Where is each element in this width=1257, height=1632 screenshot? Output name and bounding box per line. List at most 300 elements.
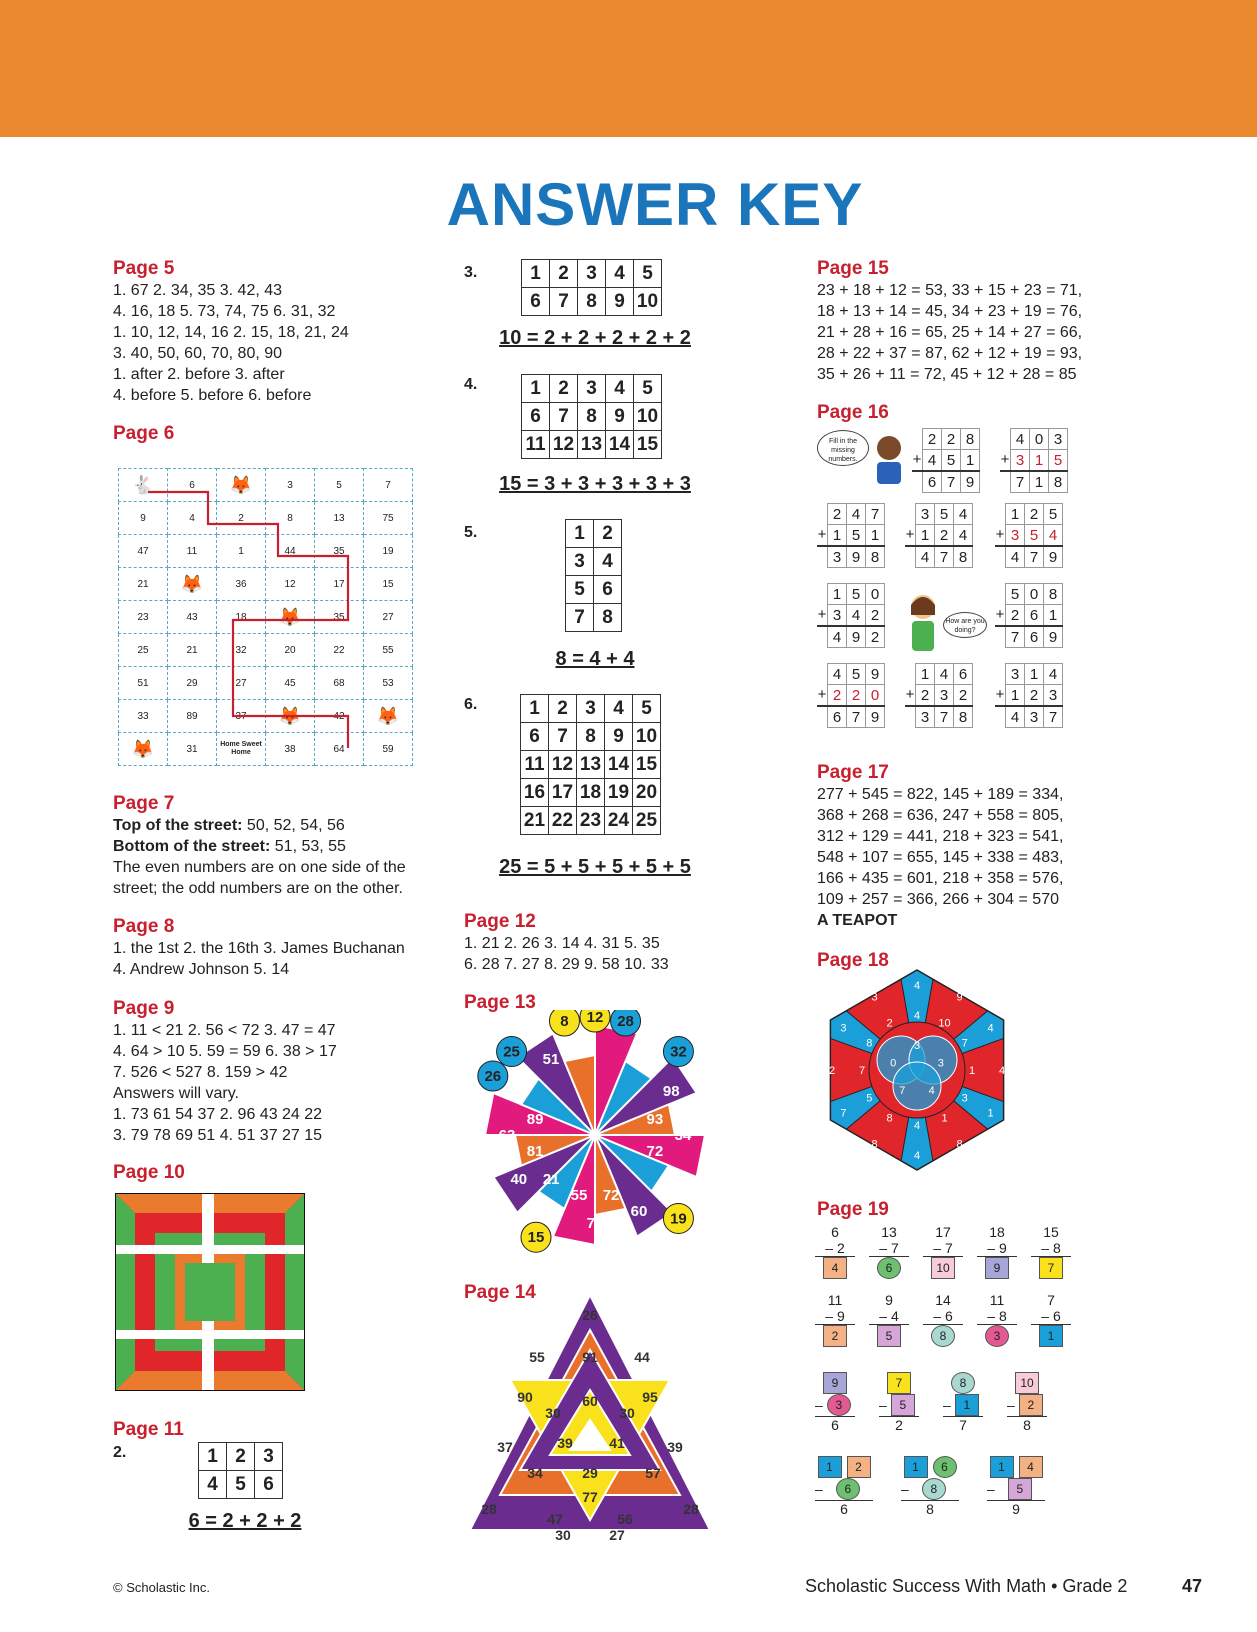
- page18-heading: Page 18: [817, 950, 889, 971]
- digit-cell: 3: [1006, 525, 1025, 547]
- answer-shape: 1: [955, 1394, 979, 1416]
- subtrahend: – 8: [977, 1308, 1017, 1325]
- plus-sign: +: [995, 686, 1005, 704]
- star-number: 8: [560, 1013, 569, 1031]
- minuend: [815, 1456, 873, 1478]
- grid-cell: 5: [227, 1471, 255, 1499]
- subtrahend: [987, 1478, 1045, 1501]
- triangle-number: 41: [609, 1435, 625, 1451]
- grid-cell: 3: [255, 1443, 283, 1471]
- maze-cell: 8: [266, 502, 315, 535]
- subtrahend: – 7: [869, 1240, 909, 1257]
- page11-heading: Page 11: [113, 1419, 184, 1440]
- plus-sign: [995, 584, 1006, 605]
- subtrahend: – 8: [1031, 1240, 1071, 1257]
- hexagon-number: 4: [913, 1120, 921, 1132]
- fox-icon: 🦊: [168, 568, 217, 601]
- plus-sign: +: [905, 526, 915, 544]
- grid-cell: 5: [634, 260, 662, 288]
- page6-maze: [118, 468, 413, 766]
- page11-label: 2.: [113, 1444, 127, 1461]
- digit-cell: 4: [916, 546, 935, 568]
- digit-cell: 1: [1025, 664, 1044, 685]
- hexagon-number: 10: [938, 1017, 951, 1030]
- plus-sign: +: [905, 686, 915, 704]
- plus-sign: [905, 546, 916, 568]
- star-number: 40: [510, 1171, 528, 1188]
- maze-cell: 23: [119, 601, 168, 634]
- plus-sign: +: [912, 451, 922, 469]
- grid-cell: 6: [521, 723, 549, 751]
- grid-cell: 8: [578, 288, 606, 316]
- addition-problem: [1000, 428, 1068, 493]
- page5-line: 4. before 5. before 6. before: [113, 387, 312, 404]
- grid-cell: 3: [578, 260, 606, 288]
- star-number: 72: [602, 1186, 620, 1204]
- plus-sign: +: [995, 606, 1005, 624]
- p6-grid: [520, 694, 661, 835]
- rabbit-icon: 🐇: [119, 469, 168, 502]
- minuend: 18: [989, 1224, 1005, 1240]
- maze-cell: 12: [266, 568, 315, 601]
- grid-cell: 1: [522, 260, 550, 288]
- subtrahend: – 6: [923, 1308, 963, 1325]
- page8-section: [113, 916, 405, 980]
- maze-cell: 21: [119, 568, 168, 601]
- digit-cell: 5: [1049, 450, 1068, 472]
- addition-grid: [817, 583, 885, 648]
- answer-shape: 2: [847, 1456, 871, 1478]
- maze-cell: 89: [168, 700, 217, 733]
- book-title: Scholastic Success With Math • Grade 2: [805, 1576, 1128, 1596]
- digit-cell: 9: [1044, 626, 1063, 648]
- subtraction-problem: [923, 1224, 963, 1279]
- hexagon-number: 4: [913, 980, 921, 992]
- digit-cell: 0: [866, 584, 885, 605]
- triangle-number: 34: [527, 1465, 543, 1481]
- addition-grid: [912, 428, 980, 493]
- minus-sign: –: [987, 1481, 995, 1497]
- addition-problem: [817, 663, 885, 728]
- page8-line: 4. Andrew Johnson 5. 14: [113, 961, 290, 978]
- digit-cell: 3: [1044, 685, 1063, 707]
- digit-cell: 9: [866, 706, 885, 728]
- top-street-label: Top of the street:: [113, 817, 243, 834]
- page17-line: 277 + 545 = 822, 145 + 189 = 334,: [817, 786, 1064, 803]
- subtrahend: – 6: [1031, 1308, 1071, 1325]
- page17-line: 368 + 268 = 636, 247 + 558 = 805,: [817, 807, 1064, 824]
- minus-sign: –: [815, 1481, 823, 1497]
- maze-cell: 47: [119, 535, 168, 568]
- p5-grid: [565, 519, 622, 632]
- grid-cell: 7: [566, 604, 594, 632]
- grid-cell: 20: [633, 779, 661, 807]
- digit-cell: 8: [866, 546, 885, 568]
- triangle-number: 30: [545, 1405, 561, 1421]
- triangle-number: 44: [634, 1349, 650, 1365]
- minuend: 11: [827, 1292, 843, 1308]
- difference: 6: [840, 1501, 848, 1517]
- answer-shape: 9: [823, 1372, 847, 1394]
- fox-icon: 🦊: [266, 601, 315, 634]
- answer-shape: 10: [1015, 1372, 1039, 1394]
- speech-bubble: How are you doing?: [943, 612, 987, 638]
- hexagon-number: 8: [866, 1037, 873, 1050]
- hexagon-number: 8: [886, 1112, 893, 1125]
- page7-heading: Page 7: [113, 793, 175, 814]
- grid-cell: 4: [199, 1471, 227, 1499]
- page5-line: 1. 10, 12, 14, 16 2. 15, 18, 21, 24: [113, 324, 349, 341]
- page12-line: 1. 21 2. 26 3. 14 4. 31 5. 35: [464, 935, 660, 952]
- hexagon-number: 7: [840, 1107, 847, 1120]
- digit-cell: 3: [916, 504, 935, 525]
- minus-sign: –: [1007, 1397, 1015, 1413]
- p5-label: 5.: [464, 524, 478, 541]
- grid-cell: 16: [521, 779, 549, 807]
- page9-heading: Page 9: [113, 998, 175, 1019]
- grid-cell: 13: [577, 751, 605, 779]
- star-number: 71: [586, 1215, 604, 1232]
- hexagon-number: 7: [899, 1085, 906, 1098]
- page19-problems: [815, 1224, 1075, 1544]
- maze-cell: 42: [315, 700, 364, 733]
- maze-cell: 75: [364, 502, 413, 535]
- grid-cell: 1: [566, 520, 594, 548]
- digit-cell: 6: [1025, 605, 1044, 627]
- maze-cell: 17: [315, 568, 364, 601]
- digit-cell: 3: [828, 605, 847, 627]
- answer-shape: 3: [985, 1325, 1009, 1347]
- maze-cell: 7: [364, 469, 413, 502]
- copyright: © Scholastic Inc.: [113, 1580, 211, 1595]
- grid-cell: 5: [566, 576, 594, 604]
- triangle-number: 26: [582, 1307, 598, 1323]
- subtrahend: [943, 1394, 983, 1417]
- star-number: 55: [570, 1186, 588, 1204]
- answer-shape: 10: [931, 1257, 955, 1279]
- maze-cell: 43: [168, 601, 217, 634]
- page-title: ANSWER KEY: [446, 171, 864, 238]
- digit-cell: 1: [916, 525, 935, 547]
- subtrahend: [815, 1478, 873, 1501]
- plus-sign: +: [995, 526, 1005, 544]
- maze-cell: 35: [315, 601, 364, 634]
- digit-cell: 2: [1025, 504, 1044, 525]
- triangle-number: 28: [683, 1501, 699, 1517]
- digit-cell: 1: [1030, 471, 1049, 493]
- grid-cell: 8: [578, 403, 606, 431]
- star-number: 28: [617, 1013, 634, 1031]
- digit-cell: 1: [1044, 605, 1063, 627]
- digit-cell: 1: [1006, 685, 1025, 707]
- digit-cell: 8: [961, 429, 980, 450]
- digit-cell: 7: [1011, 471, 1030, 493]
- subtrahend: – 4: [869, 1308, 909, 1325]
- star-number: 60: [630, 1203, 648, 1221]
- hexagon-number: 5: [866, 1092, 873, 1105]
- page5-line: 3. 40, 50, 60, 70, 80, 90: [113, 345, 283, 362]
- page17-section: [817, 762, 1063, 931]
- subtraction-problem: [1031, 1224, 1071, 1279]
- digit-cell: 4: [954, 504, 973, 525]
- star-number: 19: [670, 1210, 687, 1228]
- page13-star: [463, 1010, 728, 1260]
- maze-cell: 9: [119, 502, 168, 535]
- minuend: 14: [935, 1292, 951, 1308]
- digit-cell: 2: [923, 429, 942, 450]
- answer-shape: 8: [922, 1478, 946, 1500]
- p5-equation: 8 = 4 + 4: [555, 648, 635, 670]
- grid-cell: 14: [605, 751, 633, 779]
- answer-shape: 5: [877, 1325, 901, 1347]
- page9-line: 3. 79 78 69 51 4. 51 37 27 15: [113, 1127, 323, 1144]
- page15-line: 18 + 13 + 14 = 45, 34 + 23 + 19 = 76,: [817, 303, 1083, 320]
- answer-shape: 3: [827, 1394, 851, 1416]
- plus-sign: [817, 584, 828, 605]
- difference: 2: [895, 1417, 903, 1433]
- grid-cell: 25: [633, 807, 661, 835]
- page17-line: 166 + 435 = 601, 218 + 358 = 576,: [817, 870, 1064, 887]
- plus-sign: +: [817, 686, 827, 704]
- maze-cell: 68: [315, 667, 364, 700]
- plus-sign: [995, 546, 1006, 568]
- triangle-number: 30: [555, 1527, 571, 1543]
- grid-cell: 15: [634, 431, 662, 459]
- answer-shape: 8: [931, 1325, 955, 1347]
- digit-cell: 0: [1030, 429, 1049, 450]
- digit-cell: 9: [847, 546, 866, 568]
- digit-cell: 7: [866, 504, 885, 525]
- plus-sign: [817, 546, 828, 568]
- digit-cell: 1: [961, 450, 980, 472]
- addition-problem: [995, 583, 1063, 648]
- triangle-number: 37: [497, 1439, 513, 1455]
- grid-cell: 4: [605, 695, 633, 723]
- grid-cell: 10: [633, 723, 661, 751]
- page17-line: 109 + 257 = 366, 266 + 304 = 570: [817, 891, 1059, 908]
- plus-sign: [905, 706, 916, 728]
- page9-section: [113, 998, 337, 1146]
- addition-grid: [817, 503, 885, 568]
- grid-cell: 22: [549, 807, 577, 835]
- addition-problem: [817, 583, 885, 648]
- hexagon-number: 1: [987, 1107, 994, 1120]
- digit-cell: 7: [942, 471, 961, 493]
- digit-cell: 7: [847, 706, 866, 728]
- plus-sign: [905, 504, 916, 525]
- plus-sign: [1000, 429, 1011, 450]
- page15-line: 28 + 22 + 37 = 87, 62 + 12 + 19 = 93,: [817, 345, 1083, 362]
- digit-cell: 4: [847, 504, 866, 525]
- maze-cell: 22: [315, 634, 364, 667]
- maze-cell: 4: [168, 502, 217, 535]
- grid-cell: 9: [605, 723, 633, 751]
- grid-cell: 4: [606, 260, 634, 288]
- digit-cell: 1: [828, 525, 847, 547]
- addition-grid: [905, 663, 973, 728]
- addition-grid: [995, 583, 1063, 648]
- page5-line: 4. 16, 18 5. 73, 74, 75 6. 31, 32: [113, 303, 336, 320]
- grid-cell: 6: [522, 288, 550, 316]
- triangle-number: 47: [547, 1511, 563, 1527]
- grid-cell: 2: [550, 375, 578, 403]
- grid-cell: 12: [549, 751, 577, 779]
- digit-cell: 8: [954, 706, 973, 728]
- page15-line: 21 + 28 + 16 = 65, 25 + 14 + 27 = 66,: [817, 324, 1083, 341]
- maze-cell: 32: [217, 634, 266, 667]
- top-banner: [0, 0, 1257, 137]
- hexagon-number: 4: [913, 1010, 921, 1022]
- addition-grid: [995, 663, 1063, 728]
- digit-cell: 4: [828, 664, 847, 685]
- p6-equation: 25 = 5 + 5 + 5 + 5 + 5: [499, 856, 691, 878]
- speech-bubble: Fill in the missing numbers.: [817, 430, 869, 466]
- digit-cell: 0: [866, 685, 885, 707]
- answer-shape: 4: [823, 1257, 847, 1279]
- digit-cell: 6: [1025, 626, 1044, 648]
- subtrahend: – 9: [815, 1308, 855, 1325]
- grid-cell: 8: [577, 723, 605, 751]
- minuend: 11: [989, 1292, 1005, 1308]
- hexagon-number: 9: [956, 991, 963, 1004]
- answer-shape: 8: [951, 1372, 975, 1394]
- page15-heading: Page 15: [817, 258, 889, 279]
- minuend: [901, 1456, 959, 1478]
- addition-problem: [995, 663, 1063, 728]
- hexagon-number: 4: [998, 1065, 1006, 1077]
- digit-cell: 4: [847, 605, 866, 627]
- subtrahend: – 7: [923, 1240, 963, 1257]
- maze-cell: 51: [119, 667, 168, 700]
- page11-grid: [198, 1442, 283, 1499]
- grid-cell: 15: [633, 751, 661, 779]
- triangle-number: 27: [609, 1527, 625, 1543]
- digit-cell: 8: [1044, 584, 1063, 605]
- grid-cell: 10: [634, 288, 662, 316]
- hexagon-number: 8: [956, 1138, 963, 1151]
- grid-cell: 2: [227, 1443, 255, 1471]
- digit-cell: 3: [1049, 429, 1068, 450]
- maze-cell: 19: [364, 535, 413, 568]
- maze-cell: 29: [168, 667, 217, 700]
- subtraction-problem: [815, 1372, 855, 1433]
- maze-cell: 13: [315, 502, 364, 535]
- page-number: 47: [1182, 1576, 1203, 1596]
- hexagon-number: 3: [913, 1040, 921, 1052]
- digit-cell: 4: [828, 626, 847, 648]
- addition-problem: [912, 428, 980, 493]
- addition-problem: [995, 503, 1063, 568]
- grid-cell: 11: [521, 751, 549, 779]
- subtrahend: [879, 1394, 919, 1417]
- addition-grid: [905, 503, 973, 568]
- page17-heading: Page 17: [817, 762, 889, 783]
- page5-heading: Page 5: [113, 258, 175, 279]
- difference: 6: [831, 1417, 839, 1433]
- grid-cell: 11: [522, 431, 550, 459]
- star-number: 33: [662, 1171, 680, 1188]
- grid-cell: 19: [605, 779, 633, 807]
- hexagon-number: 1: [968, 1065, 976, 1077]
- hexagon-number: 2: [828, 1065, 836, 1077]
- digit-cell: 2: [828, 504, 847, 525]
- subtraction-problem: [901, 1456, 959, 1517]
- grid-cell: 2: [549, 695, 577, 723]
- page8-heading: Page 8: [113, 916, 175, 937]
- triangle-number: 39: [557, 1435, 573, 1451]
- digit-cell: 4: [1006, 546, 1025, 568]
- maze-cell: 1: [217, 535, 266, 568]
- p4-label: 4.: [464, 376, 478, 393]
- digit-cell: 7: [935, 706, 954, 728]
- digit-cell: 5: [1006, 584, 1025, 605]
- answer-shape: 7: [887, 1372, 911, 1394]
- addition-grid: [1000, 428, 1068, 493]
- hexagon-number: 4: [928, 1085, 935, 1098]
- minuend: 15: [1043, 1224, 1059, 1240]
- triangle-number: 56: [617, 1511, 633, 1527]
- hexagon-number: 4: [987, 1022, 994, 1035]
- subtraction-problem: [815, 1292, 855, 1347]
- grid-cell: 14: [606, 431, 634, 459]
- page9-line: 4. 64 > 10 5. 59 = 59 6. 38 > 17: [113, 1043, 337, 1060]
- digit-cell: 2: [866, 626, 885, 648]
- digit-cell: 4: [954, 525, 973, 547]
- answer-shape: 4: [1019, 1456, 1043, 1478]
- minus-sign: –: [815, 1397, 823, 1413]
- digit-cell: 3: [1006, 664, 1025, 685]
- page14-heading: Page 14: [464, 1282, 536, 1303]
- maze-cell: 31: [168, 733, 217, 766]
- minuend: 13: [881, 1224, 897, 1240]
- digit-cell: 6: [954, 664, 973, 685]
- grid-cell: 3: [578, 375, 606, 403]
- digit-cell: 2: [942, 429, 961, 450]
- digit-cell: 4: [1044, 664, 1063, 685]
- page18-hexagon: [815, 960, 1020, 1190]
- digit-cell: 2: [828, 685, 847, 707]
- answer-shape: 6: [877, 1257, 901, 1279]
- maze-cell: 59: [364, 733, 413, 766]
- grid-cell: 5: [634, 375, 662, 403]
- maze-cell: 38: [266, 733, 315, 766]
- maze-cell: 2: [217, 502, 266, 535]
- subtraction-problem: [923, 1292, 963, 1347]
- maze-cell: 5: [315, 469, 364, 502]
- grid-cell: 9: [606, 403, 634, 431]
- subtrahend: – 9: [977, 1240, 1017, 1257]
- digit-cell: 9: [1044, 546, 1063, 568]
- grid-cell: 18: [577, 779, 605, 807]
- minus-sign: –: [901, 1481, 909, 1497]
- plus-sign: [995, 626, 1006, 648]
- page16-heading: Page 16: [817, 402, 889, 423]
- grid-cell: 3: [566, 548, 594, 576]
- triangle-number: 28: [481, 1501, 497, 1517]
- hexagon-number: 1: [941, 1112, 948, 1125]
- addition-grid: [817, 663, 885, 728]
- p4-equation: 15 = 3 + 3 + 3 + 3 + 3: [499, 473, 691, 495]
- page8-line: 1. the 1st 2. the 16th 3. James Buchanan: [113, 940, 405, 957]
- p3-equation: 10 = 2 + 2 + 2 + 2 + 2: [499, 327, 691, 349]
- maze-cell: 27: [364, 601, 413, 634]
- digit-cell: 8: [954, 546, 973, 568]
- subtraction-problem: [977, 1224, 1017, 1279]
- plus-sign: +: [817, 526, 827, 544]
- digit-cell: 5: [847, 664, 866, 685]
- star-number: 15: [527, 1229, 545, 1247]
- minuend: [987, 1456, 1045, 1478]
